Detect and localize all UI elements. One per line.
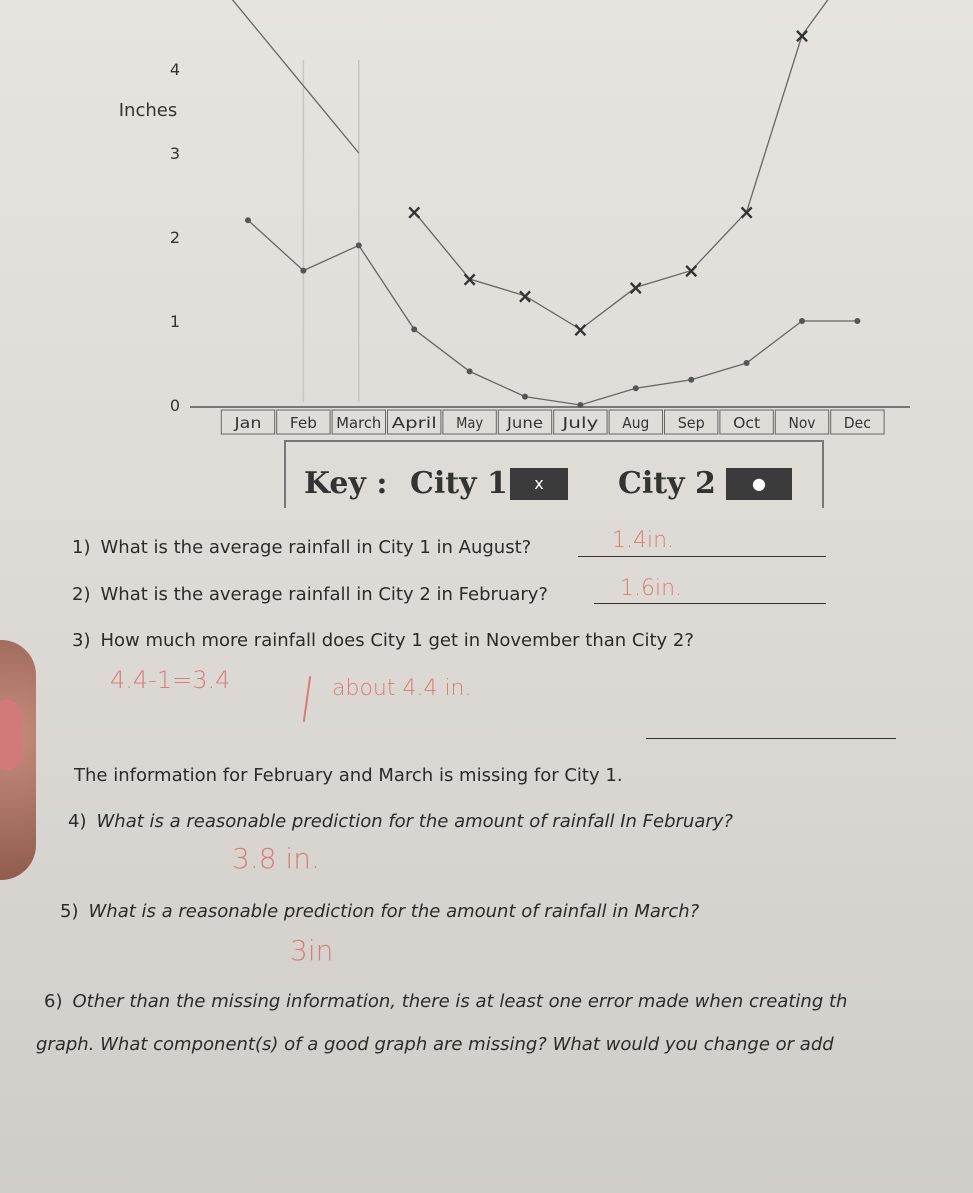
missing-info-note: The information for February and March is missing for City 1. bbox=[74, 765, 623, 786]
y-tick-label-1: 1 bbox=[169, 312, 180, 331]
x-tick-label-april: April bbox=[391, 414, 437, 432]
question-5 bbox=[60, 901, 699, 922]
x-tick-label-may: May bbox=[456, 414, 484, 432]
question-5-text: What is a reasonable prediction for the amount of rainfall in March? bbox=[88, 901, 700, 922]
x-tick-label-march: March bbox=[336, 414, 382, 432]
x-tick-label-oct: Oct bbox=[733, 414, 761, 432]
answer-3-work: 4.4-1=3.4 bbox=[110, 666, 231, 694]
city-2-point-july bbox=[577, 402, 583, 408]
question-3-number: 3) bbox=[72, 630, 91, 651]
city-2-point-sep bbox=[688, 377, 694, 383]
city-1-point-june: × bbox=[516, 283, 534, 308]
answer-2-handwritten: 1.6in. bbox=[620, 576, 683, 601]
y-tick-label-2: 2 bbox=[169, 228, 180, 247]
question-6-continued bbox=[36, 1034, 973, 1055]
y-tick-label-3: 3 bbox=[169, 144, 180, 163]
x-tick-label-june: June bbox=[505, 414, 543, 432]
x-tick-label-feb: Feb bbox=[289, 414, 317, 432]
city-1-point-sep: × bbox=[682, 258, 700, 283]
key-city1-label: City 1 bbox=[410, 466, 508, 501]
city-1-point-nov: × bbox=[793, 23, 811, 48]
x-tick-label-aug: Aug bbox=[622, 414, 650, 432]
x-tick-label-dec: Dec bbox=[843, 414, 871, 432]
question-3 bbox=[72, 630, 694, 651]
question-2-text: What is the average rainfall in City 2 in February? bbox=[100, 584, 548, 605]
x-tick-label-nov: Nov bbox=[788, 414, 816, 432]
city-1-point-aug: × bbox=[627, 275, 645, 300]
city-2-point-jan bbox=[245, 217, 251, 223]
question-6-number: 6) bbox=[44, 991, 63, 1012]
question-2 bbox=[72, 584, 548, 605]
question-1-number: 1) bbox=[72, 537, 91, 558]
fingernail bbox=[0, 700, 22, 770]
city-2-point-may bbox=[467, 368, 473, 374]
x-tick-label-july: July bbox=[561, 414, 599, 432]
city-2-point-june bbox=[522, 394, 528, 400]
answer-4-handwritten: 3.8 in. bbox=[232, 842, 320, 875]
question-6 bbox=[44, 991, 973, 1012]
question-4-text: What is a reasonable prediction for the amount of rainfall In February? bbox=[96, 811, 733, 832]
y-axis-label: Inches bbox=[118, 100, 178, 121]
city-2-point-dec bbox=[854, 318, 860, 324]
city-2-point-feb bbox=[300, 268, 306, 274]
key-city2-swatch: ● bbox=[726, 468, 792, 500]
question-3-text: How much more rainfall does City 1 get in November than City 2? bbox=[100, 630, 694, 651]
city-1-point-july: × bbox=[572, 317, 589, 342]
question-4 bbox=[68, 811, 733, 832]
city-2-point-nov bbox=[799, 318, 805, 324]
x-tick-label-jan: Jan bbox=[233, 414, 262, 432]
city-1-point-oct: × bbox=[738, 199, 755, 224]
key-city1-swatch: x bbox=[510, 468, 568, 500]
answer-3-line bbox=[646, 738, 896, 739]
city-2-point-april bbox=[411, 326, 417, 332]
answer-3-handwritten: about 4.4 in. bbox=[332, 676, 472, 701]
city-2-point-aug bbox=[633, 385, 639, 391]
answer-1-handwritten: 1.4in. bbox=[612, 528, 675, 553]
question-1 bbox=[72, 537, 531, 558]
answer-3-divider bbox=[303, 676, 311, 722]
key-city2-label: City 2 bbox=[618, 466, 716, 501]
answer-5-handwritten: 3in bbox=[290, 934, 334, 967]
city-2-point-march bbox=[356, 242, 362, 248]
city-1-point-may: × bbox=[461, 267, 478, 291]
city1-extended-line-0 bbox=[220, 0, 303, 86]
city1-extended-line-1 bbox=[303, 86, 358, 153]
question-1-text: What is the average rainfall in City 1 in August? bbox=[100, 537, 532, 558]
x-tick-label-sep: Sep bbox=[677, 414, 705, 432]
y-tick-label-0: 0 bbox=[169, 396, 180, 415]
question-4-number: 4) bbox=[68, 811, 87, 832]
key-label: Key : bbox=[304, 466, 388, 501]
city-2-point-oct bbox=[744, 360, 750, 366]
question-6-line-1: Other than the missing information, there is at least one error made when creating th bbox=[72, 991, 848, 1012]
answer-2-line bbox=[594, 603, 826, 604]
question-5-number: 5) bbox=[60, 901, 79, 922]
question-6-line-2: graph. What component(s) of a good graph are missing? What would you change or add bbox=[36, 1034, 834, 1055]
y-tick-label-4: 4 bbox=[169, 60, 180, 79]
city-1-point-april: × bbox=[405, 199, 423, 224]
question-2-number: 2) bbox=[72, 584, 91, 605]
answer-1-line bbox=[578, 556, 826, 557]
